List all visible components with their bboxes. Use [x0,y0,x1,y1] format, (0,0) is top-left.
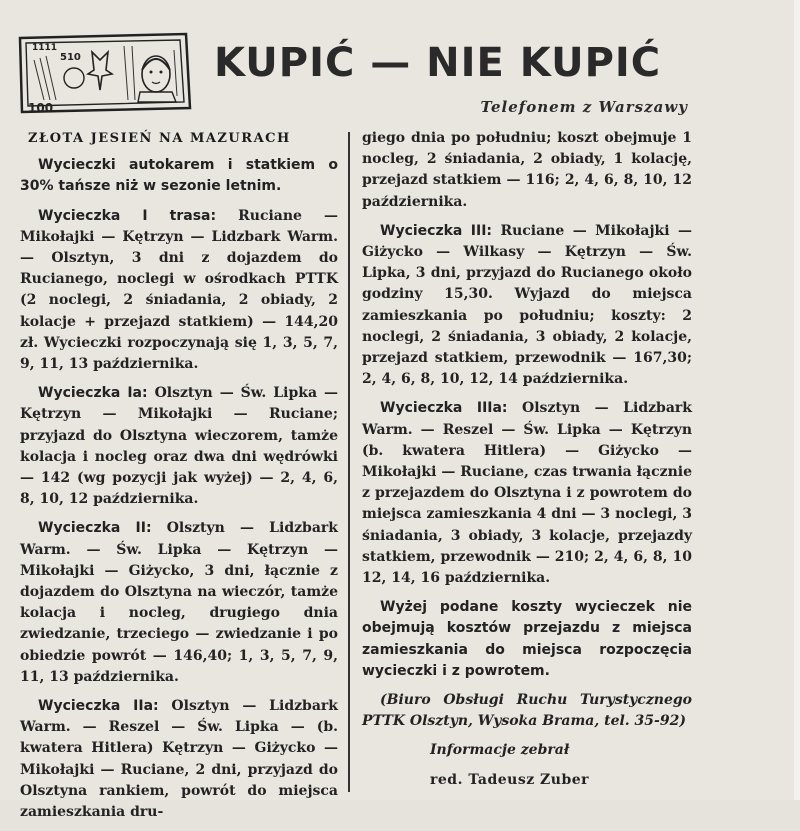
trip-3-paragraph [362,221,692,391]
trip-2-lead: Wycieczka II: [38,520,152,537]
intro-paragraph: Wycieczki autokarem i statkiem o 30% tańsze niż w sezonie letnim. [20,157,338,195]
trip-3a-paragraph [362,398,692,589]
dateline: Telefonem z Warszawy [480,98,688,116]
column-rule [348,132,350,792]
article-headline: KUPIĆ — NIE KUPIĆ [214,40,662,86]
credit-name: red. Tadeusz Zuber [430,771,590,788]
trip-1-paragraph [20,206,338,376]
trip-2a-paragraph [20,696,338,823]
column-logo [14,30,194,116]
banknote-drawing-icon [14,30,194,116]
trip-2-paragraph [20,518,338,688]
section-title: ZŁOTA JESIEŃ NA MAZURACH [28,131,291,146]
logo-mark-top-left: 1111 [32,43,58,53]
trip-3-text: Ruciane — Mikołajki — Giżycko — Wilkasy — Kętrzyn — Św. Lipka, 3 dni, przyjazd do Rucianego około godziny 15,30. Wyjazd do miejsca zamieszkania po południu; koszty: 2 noclegi, 2 śniadania, 3 obiady, 2 kolacje, przejazd statkiem, przewodnik — 167,30; 2, 4, 6, 8, 10, 12, 14 października. [362,222,692,388]
trip-2a-lead: Wycieczka IIa: [38,698,159,715]
trip-2-text: Olsztyn — Lidzbark Warm. — Św. Lipka — Kętrzyn — Mikołajki — Giżycko, 3 dni, łącznie z dojazdem do Olsztyna na wieczór, tamże kolacja i nocleg, drugiego dnia zwiedzanie, trzeciego — zwiedzanie i po obiedzie powrót — 146,40; 1, 3, 5, 7, 9, 11, 13 października. [20,520,338,685]
right-column [362,128,692,799]
costs-note: Wyżej podane koszty wycieczek nie obejmują kosztów przejazdu z miejsca zamieszkania do miejsca rozpoczęcia wycieczki i z powrotem. [362,599,692,679]
credit-label: Informacje zebrał [430,742,570,759]
trip-1-text: Ruciane — Mikołajki — Kętrzyn — Lidzbark Warm. — Olsztyn, 3 dni z dojazdem do Rucianego, noclegi w ośrodkach PTTK (2 noclegi, 2 śniadania, 2 obiady, 2 kolacje + przejazd statkiem) — 144,20 zł. Wycieczki rozpoczynają się 1, 3, 5, 7, 9, 11, 13 października. [20,207,338,373]
source-note: (Biuro Obsługi Ruchu Turystycznego PTTK Olsztyn, Wysoka Brama, tel. 35-92) [362,692,692,730]
left-column [20,128,338,831]
trip-1a-text: Olsztyn — Św. Lipka — Kętrzyn — Mikołajki — Ruciane; przyjazd do Olsztyna wieczorem, tamże kolacja i nocleg oraz dwa dni wędrówki — 142 (wg pozycji jak wyżej) — 2, 4, 6, 8, 10, 12 października. [20,385,338,508]
trip-2a-continuation: giego dnia po południu; koszt obejmuje 1 nocleg, 2 śniadania, 2 obiady, 1 kolację, przejazd statkiem — 116; 2, 4, 6, 8, 10, 12 października. [362,130,692,210]
trip-3a-lead: Wycieczka IIIa: [380,400,508,417]
page-edge [794,0,800,800]
trip-3a-text: Olsztyn — Lidzbark Warm. — Reszel — Św. Lipka — Kętrzyn (b. kwatera Hitlera) — Giżycko — Mikołajki — Ruciane, czas trwania łącznie z przejazdem do Olsztyna i z powrotem do miejsca zamieszkania 4 dni — 3 noclegi, 3 śniadania, 3 obiady, 3 kolacje, przejazdy statkiem, przewodnik — 210; 2, 4, 6, 8, 10 12, 14, 16 października. [362,400,692,587]
trip-1a-paragraph [20,383,338,510]
logo-mark-stamp: 510 [60,52,81,63]
trip-3-lead: Wycieczka III: [380,222,493,239]
trip-2a-text: Olsztyn — Lidzbark Warm. — Reszel — Św. Lipka — (b. kwatera Hitlera) Kętrzyn — Giżycko — Mikołajki — Ruciane, 2 dni, przyjazd do Olsztyna rankiem, powrót do miejsca zamieszkania dru- [20,698,338,821]
logo-mark-bottom: 100 [28,101,54,115]
trip-1-lead: Wycieczka I trasa: [38,207,217,224]
trip-1a-lead: Wycieczka Ia: [38,385,148,402]
